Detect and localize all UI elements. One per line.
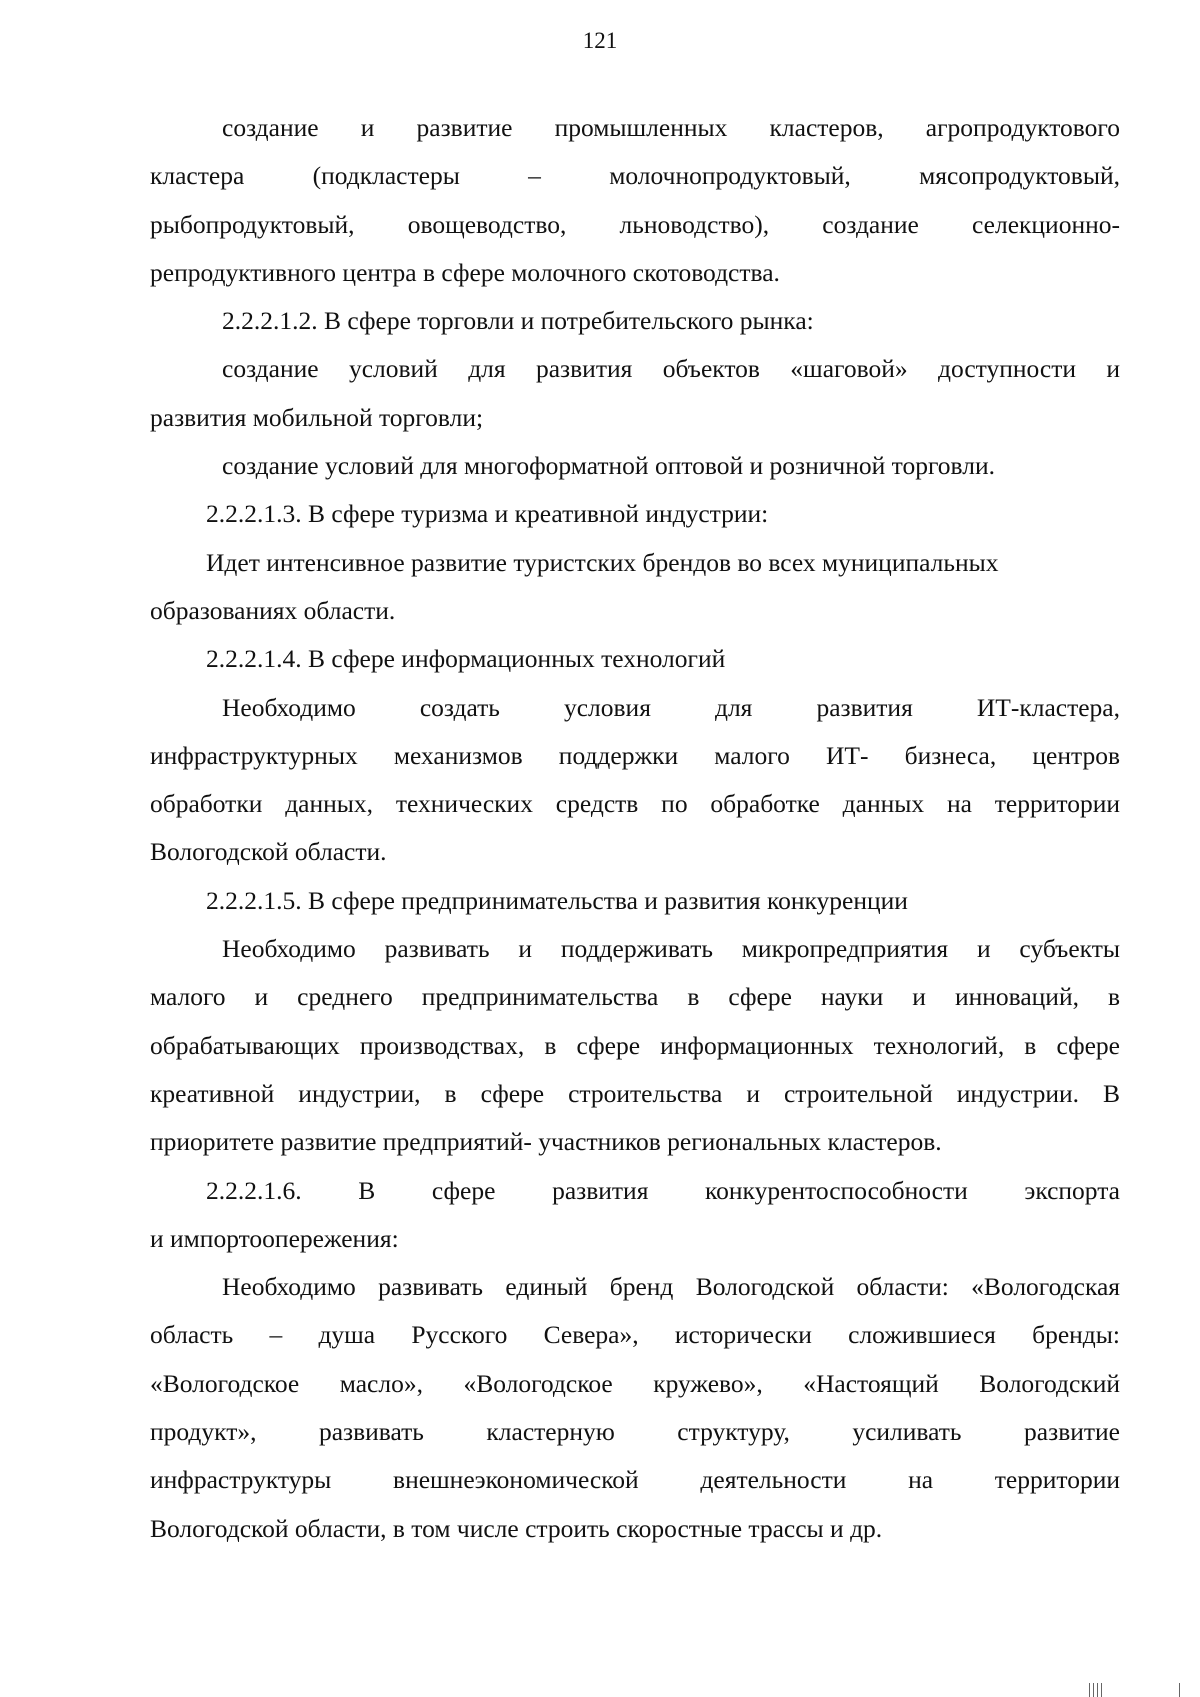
text-line: развития мобильной торговли; — [150, 402, 484, 432]
page-number: 121 — [582, 28, 618, 53]
text-line: Вологодской области, в том числе строить скоростные трассы и др. — [150, 1513, 883, 1543]
text-line: инфраструктурных механизмов поддержки малого ИТ- бизнеса, центров — [150, 740, 1120, 770]
scan-tick — [1089, 1683, 1091, 1697]
text-line: Вологодской области. — [150, 837, 387, 867]
section-heading: 2.2.2.1.3. В сфере туризма и креативной индустрии: — [206, 499, 769, 529]
text-line: кластера (подкластеры – молочнопродуктовый, мясопродуктовый, — [150, 161, 1120, 191]
scan-tick — [1097, 1683, 1099, 1697]
text-line: обработки данных, технических средств по обработке данных на территории — [150, 789, 1120, 819]
text-line: Идет интенсивное развитие туристских брендов во всех муниципальных — [206, 547, 999, 577]
section-heading: 2.2.2.1.4. В сфере информационных технологий — [206, 644, 726, 674]
text-line: креативной индустрии, в сфере строительства и строительной индустрии. В — [150, 1078, 1120, 1108]
text-line: Необходимо развивать и поддерживать микропредприятия и субъекты — [222, 934, 1120, 964]
text-line: создание условий для развития объектов «шаговой» доступности и — [222, 354, 1120, 384]
text-line: создание и развитие промышленных кластеров, агропродуктового — [222, 113, 1120, 142]
text-line: репродуктивного центра в сфере молочного скотоводства. — [150, 257, 780, 287]
text-line: обрабатывающих производствах, в сфере информационных технологий, в сфере — [150, 1030, 1120, 1060]
text-line: «Вологодское масло», «Вологодское кружево», «Настоящий Вологодский — [150, 1368, 1120, 1398]
section-heading: 2.2.2.1.2. В сфере торговли и потребительского рынка: — [222, 306, 814, 336]
text-line: рыбопродуктовый, овощеводство, льноводство), создание селекционно- — [150, 209, 1120, 239]
text-line: Необходимо создать условия для развития ИТ-кластера, — [222, 692, 1120, 722]
text-line: образованиях области. — [150, 595, 396, 625]
text-line: инфраструктуры внешнеэкономической деятельности на территории — [150, 1465, 1120, 1495]
scan-tick — [1101, 1683, 1103, 1697]
scan-tick — [1093, 1683, 1095, 1697]
section-heading-continued: и импортоопережения: — [150, 1223, 399, 1253]
document-body — [150, 104, 1120, 1553]
text-line: продукт», развивать кластерную структуру, усиливать развитие — [150, 1417, 1120, 1447]
text-line: область – душа Русского Севера», исторически сложившиеся бренды: — [150, 1320, 1120, 1350]
section-heading: 2.2.2.1.5. В сфере предпринимательства и развития конкуренции — [206, 885, 908, 915]
text-line: Необходимо развивать единый бренд Вологодской области: «Вологодская — [222, 1272, 1120, 1302]
scan-edge-marks — [1000, 1677, 1200, 1697]
text-line: малого и среднего предпринимательства в сфере науки и инноваций, в — [150, 982, 1120, 1012]
text-line: приоритете развитие предприятий- участников региональных кластеров. — [150, 1127, 942, 1157]
section-heading: 2.2.2.1.6. В сфере развития конкурентоспособности экспорта — [206, 1175, 1120, 1205]
text-line: создание условий для многоформатной оптовой и розничной торговли. — [222, 451, 995, 481]
scan-tick — [1179, 1683, 1181, 1697]
